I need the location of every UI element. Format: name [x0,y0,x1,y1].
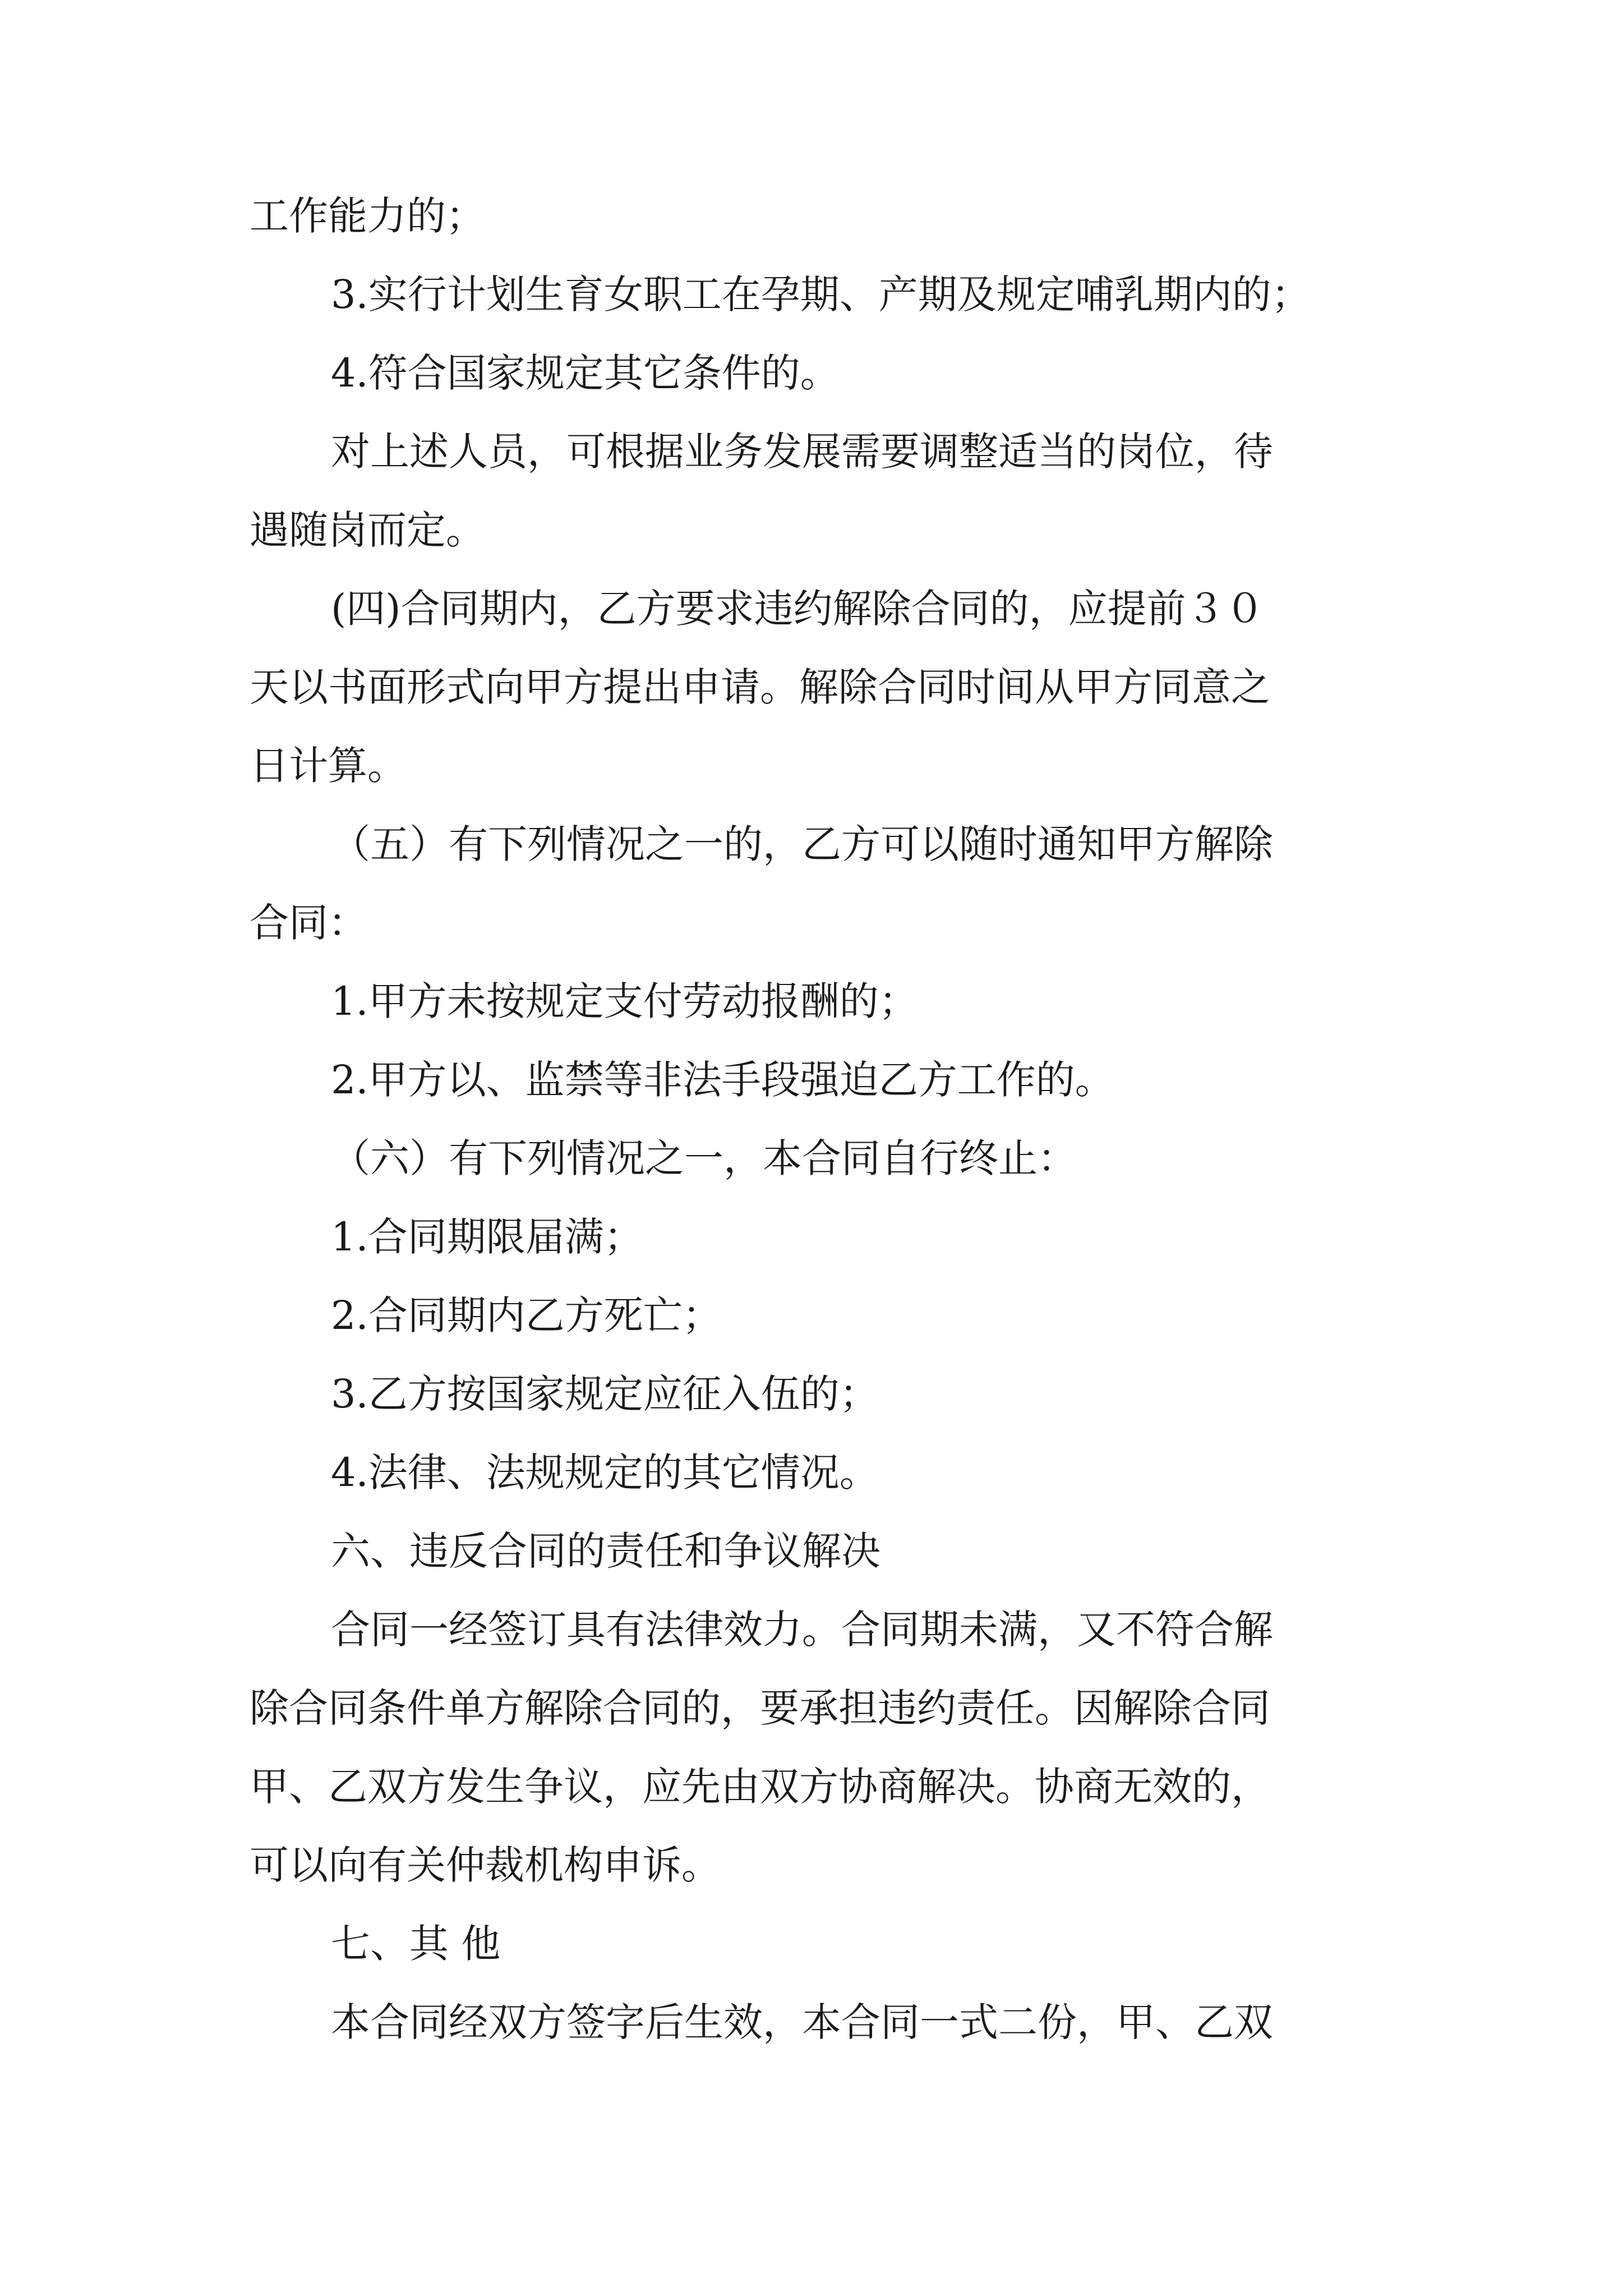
body-line: 甲、乙双方发生争议，应先由双方协商解决。协商无效的， [250,1764,1270,1810]
body-line: 1.甲方未按规定支付劳动报酬的； [331,978,918,1024]
body-line: 合同一经签订具有法律效力。合同期未满，又不符合解 [331,1607,1273,1653]
body-line: 2.合同期内乙方死亡； [331,1292,722,1338]
body-line: 遇随岗而定。 [250,507,485,553]
body-line: 除合同条件单方解除合同的，要承担违约责任。因解除合同 [250,1685,1270,1731]
body-line: 4.符合国家规定其它条件的。 [331,350,840,396]
body-line: 4.法律、法规规定的其它情况。 [331,1450,879,1496]
body-line: 合同： [250,900,367,946]
body-line: （六）有下列情况之一，本合同自行终止： [331,1135,1077,1181]
body-line: 1.合同期限届满； [331,1214,643,1260]
section-heading: 七、其 他 [331,1921,501,1967]
body-line: (四)合同期内，乙方要求违约解除合同的，应提前３０ [331,586,1265,632]
body-line: 3.乙方按国家规定应征入伍的； [331,1371,879,1417]
body-line: 天以书面形式向甲方提出申请。解除合同时间从甲方同意之 [250,664,1270,710]
body-line: 工作能力的； [250,193,485,239]
body-line: 可以向有关仲裁机构申诉。 [250,1842,721,1888]
body-line: 3.实行计划生育女职工在孕期、产期及规定哺乳期内的； [331,272,1311,318]
body-line: 对上述人员，可根据业务发展需要调整适当的岗位，待 [331,429,1273,475]
body-line: （五）有下列情况之一的，乙方可以随时通知甲方解除 [331,821,1273,867]
section-heading: 六、违反合同的责任和争议解决 [331,1528,880,1574]
body-line: 日计算。 [250,743,407,789]
body-line: 本合同经双方签字后生效，本合同一式二份，甲、乙双 [331,1999,1273,2045]
body-line: 2.甲方以、监禁等非法手段强迫乙方工作的。 [331,1057,1114,1103]
